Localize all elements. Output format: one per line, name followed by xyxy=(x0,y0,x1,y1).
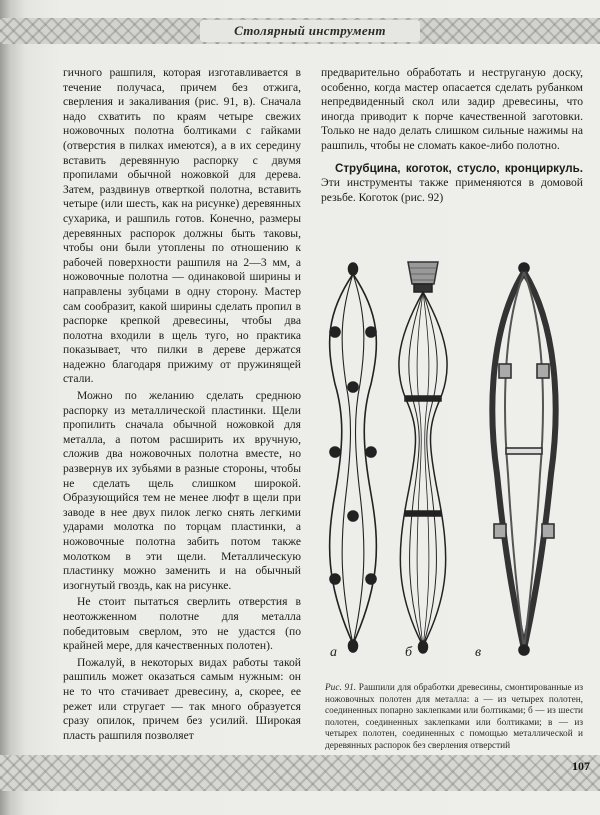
running-title: Столярный инструмент xyxy=(200,20,420,42)
figure-caption-ref: Рис. 91. xyxy=(325,683,357,693)
left-paragraph-2: Можно по желанию сделать среднюю распорку из металлической пластинки. Щели пропилить сначала обычной ножовкой для металла, а потом расширить их вручную, сложив два ножовочных полотна вместе, но развернув их зубьями в разные стороны, чтобы не сделать щель слишком широкой. Образующийся тем не менее люфт в щели при заводе в нее двух пилок легко снять легкими ударами молотка по торцам пластинки, а ножовочные полотна забить потом также молотком в эти щели. Металлическую пластинку можно заменить и на обычный изогнутый гвоздь, как на рисунке. xyxy=(63,389,301,592)
figure-91-rasps xyxy=(322,254,584,674)
section-heading: Струбцина, коготок, стусло, кронциркуль. xyxy=(335,161,583,175)
rasp-v-illustration xyxy=(492,263,555,655)
left-paragraph-3: Не стоит пытаться сверлить отверстия в неотожженном полотне для металла победитовым сверлом, это не удастся (по крайней мере, для качественных полотен). xyxy=(63,595,301,653)
figure-label-b: б xyxy=(405,645,413,660)
page-number: 107 xyxy=(572,759,590,773)
left-paragraph-4: Пожалуй, в некоторых видах работы такой рашпиль может оказаться самым нужным: он не то что стачивает древесину, а, скорее, ее режет или стругает — так много образуется сразу опилок, причем без усилий. Широкая пласть рашпиля позволяет xyxy=(63,655,301,742)
rasp-a-illustration xyxy=(330,263,377,652)
figure-caption xyxy=(325,683,583,753)
right-text-column xyxy=(321,66,583,205)
right-paragraph-1: предварительно обработать и неструганую доску, особенно, когда мастер опасается сделать рубанком непредвиденный скол или задир древесины, что иногда приводит к порче качественной заготовки. Только не надо делать слишком сильные нажимы на рашпиль, чтобы не сломать какое-либо полотно. xyxy=(321,66,583,152)
left-text-column xyxy=(63,66,301,743)
right-paragraph-2-text: Эти инструменты также применяются в домовой резьбе. Коготок (рис. 92) xyxy=(321,176,583,204)
left-paragraph-1: гичного рашпиля, которая изготавливается в течение получаса, причем без отжига, сверления и закаливания (рис. 91, в). Сначала надо схватить по краям четыре свежих ножовочных полотна болтиками с гайками (отверстия в пилках имеются), а в их середину вставить деревянную распорку с двумя пропилами обычной ножовкой для дерева. Затем, раздвинув отверткой полотна, вставить четыре (или шесть, как на рисунке) деревянных сухарика, и рашпиль готов. Конечно, размеры деревянных распорок должны быть таковы, чтобы они были утоплены по отношению к рабочей поверхности рашпиля на 2—3 мм, а ножовочные полотна — одинаковой ширины и направлены зубцами в одну сторону. Мастер сам сообразит, какой ширины сделать пропил в распорке крепкой древесины, чтобы два полотна входили в щель туго, но практика показывает, что пилки в дереве держатся надежно благодаря прижиму от пружинящей стали. xyxy=(63,66,301,386)
figure-caption-text: Рашпили для обработки древесины, смонтированные из ножовочных полотен для металла: а — из четырех полотен, соединенных попарно заклепками или болтиками; б — из шести полотен, соединенных заклепками или болтиками; в — из четырех полотен, соединенных с помощью металлической и деревянных распорок без сверления отверстий xyxy=(325,683,583,751)
bottom-ornament-border xyxy=(0,755,600,791)
figure-label-v: в xyxy=(475,645,482,660)
rasp-b-illustration xyxy=(399,262,447,653)
right-paragraph-2 xyxy=(321,162,583,206)
figure-label-a: а xyxy=(330,645,337,660)
